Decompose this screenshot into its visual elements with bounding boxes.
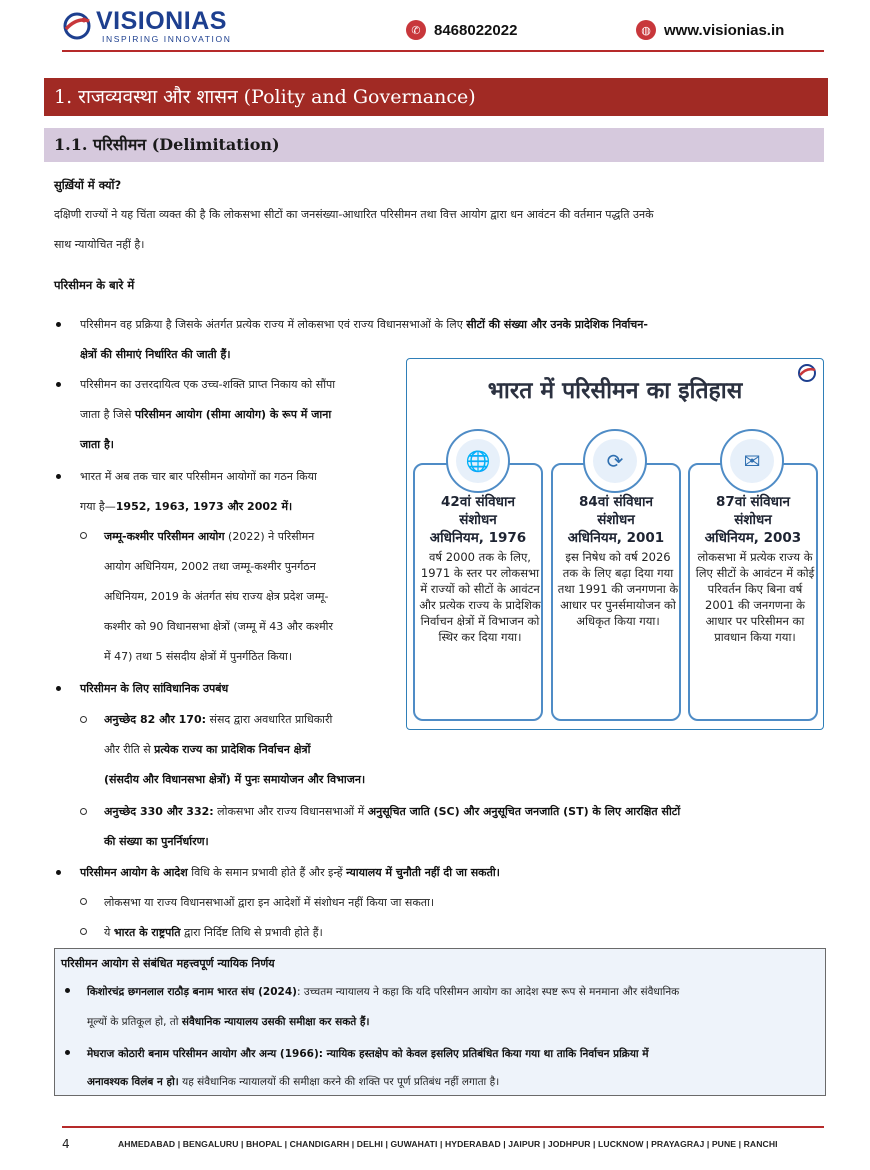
text-run-bold: किशोरचंद्र छगनलाल राठौड़ बनाम भारत संघ (2024)	[87, 986, 297, 998]
logo-ias: IAS	[183, 7, 227, 35]
text-run-bold: अनावश्यक विलंब न हो।	[87, 1076, 179, 1088]
card-body: लोकसभा में प्रत्येक राज्य के लिए सीटों के आवंटन में कोई परिवर्तन किए बिना वर्ष 2001 की जनगणना के आधार पर परिसीमन का प्रावधान किया गया।	[695, 550, 815, 644]
header-website[interactable]	[636, 20, 784, 40]
jk-delimitation-line-3: अधिनियम, 2019 के अंतर्गत संघ राज्य क्षेत्र प्रदेश जम्मू-	[104, 590, 329, 603]
article-82-line-2	[104, 735, 310, 765]
text-run: : उच्चतम न्यायालय ने कहा कि यदि परिसीमन आयोग का आदेश स्पष्ट रूप से मनमाना और संवैधानिक	[296, 986, 680, 998]
footer-cities: AHMEDABAD | BENGALURU | BHOPAL | CHANDIGARH | DELHI | GUWAHATI | HYDERABAD | JAIPUR | JODHPUR | LUCKNOW | PRAYAGRAJ | PUNE | RANCHI	[118, 1139, 778, 1149]
footer-divider	[62, 1126, 824, 1128]
article-330-line-1	[104, 797, 680, 827]
judgment-2-line-2	[87, 1067, 499, 1097]
logo-wordmark	[96, 8, 227, 34]
text-run: और रीति से	[104, 743, 155, 756]
bullet-dot	[56, 322, 61, 327]
about-bullet-2-line-2	[80, 400, 331, 430]
sub-bullet-circle	[80, 808, 87, 815]
text-run: लोकसभा और राज्य विधानसभाओं में	[213, 805, 368, 818]
page-header	[0, 0, 870, 52]
card-heading-line: अधिनियम, 1976	[429, 530, 527, 546]
text-run-bold: संवैधानिक न्यायालय उसकी समीक्षा कर सकते हैं।	[181, 1016, 370, 1028]
judgment-2-line-1: मेघराज कोठारी बनाम परिसीमन आयोग और अन्य (1966): न्यायिक हस्तक्षेप को केवल इसलिए प्रतिबंधित किया गया था ताकि निर्वाचन प्रक्रिया में	[87, 1048, 649, 1060]
logo-tagline: INSPIRING INNOVATION	[102, 34, 232, 44]
text-run-bold: अनुच्छेद 82 और 170:	[104, 713, 207, 726]
bullet-dot	[56, 474, 61, 479]
text-run-bold: न्यायालय में चुनौती नहीं दी जा सकती।	[346, 866, 500, 879]
sub-bullet-circle	[80, 716, 87, 723]
why-news-line-1: दक्षिणी राज्यों ने यह चिंता व्यक्त की है कि लोकसभा सीटों का जनसंख्या-आधारित परिसीमन तथा वित्त आयोग द्वारा धन आवंटन की वर्तमान पद्धति उनके	[54, 208, 654, 221]
text-run-bold: परिसीमन आयोग (सीमा आयोग) के रूप में जाना	[134, 408, 332, 421]
judgments-heading: परिसीमन आयोग से संबंधित महत्त्वपूर्ण न्यायिक निर्णय	[61, 957, 275, 970]
infographic-title: भारत में परिसीमन का इतिहास	[487, 378, 743, 404]
about-bullet-3-line-1: भारत में अब तक चार बार परिसीमन आयोगों का गठन किया	[80, 470, 317, 483]
text-run-bold: भारत के राष्ट्रपति	[113, 926, 181, 939]
about-heading: परिसीमन के बारे में	[54, 278, 135, 292]
text-run-bold: 1952, 1963, 1973 और 2002 में।	[115, 500, 293, 513]
subsection-title	[44, 128, 824, 162]
amendment-card-87	[688, 463, 818, 721]
globe-hand-icon: 🌐	[456, 439, 500, 483]
bullet-dot	[65, 988, 70, 993]
president-date-note	[104, 918, 323, 948]
judicial-decisions-box	[54, 948, 826, 1096]
why-news-heading: सुर्ख़ियों में क्यों?	[54, 178, 122, 192]
why-news-line-2: साथ न्यायोचित नहीं है।	[54, 238, 145, 251]
website-url: www.visionias.in	[664, 21, 785, 39]
text-run: गया है—	[80, 500, 116, 513]
commission-orders	[80, 858, 500, 888]
article-330-line-2: की संख्या का पुनर्निर्धारण।	[104, 835, 209, 848]
text-run: यह संवैधानिक न्यायालयों की समीक्षा करने की शक्ति पर पूर्ण प्रतिबंध नहीं लगाता है।	[178, 1076, 500, 1088]
header-phone[interactable]	[406, 20, 517, 40]
card-icon-circle	[720, 429, 784, 493]
jk-delimitation-line-1	[104, 522, 314, 552]
card-heading-line: अधिनियम, 2003	[704, 530, 802, 546]
card-icon-circle	[583, 429, 647, 493]
about-bullet-3-line-2	[80, 492, 292, 522]
bullet-dot	[56, 870, 61, 875]
card-body: वर्ष 2000 तक के लिए, 1971 के स्तर पर लोकसभा में राज्यों को सीटों के आवंटन और प्रत्येक राज्य के प्रादेशिक निर्वाचन क्षेत्रों में विभाजन को स्थिर कर दिया गया।	[419, 550, 541, 644]
constitutional-provisions: परिसीमन के लिए सांविधानिक उपबंध	[80, 682, 229, 695]
judgment-1-line-1	[87, 977, 679, 1007]
card-heading-line: अधिनियम, 2001	[567, 530, 665, 546]
person-refresh-icon: ⟳	[593, 439, 637, 483]
card-heading-line: संशोधन	[734, 512, 772, 528]
card-heading-line: संशोधन	[597, 512, 635, 528]
delimitation-history-infographic	[406, 358, 824, 730]
text-run: विधि के समान प्रभावी होते हैं और इन्हें	[187, 866, 347, 879]
no-amendment-note: लोकसभा या राज्य विधानसभाओं द्वारा इन आदेशों में संशोधन नहीं किया जा सकता।	[104, 896, 435, 909]
bullet-dot	[56, 382, 61, 387]
card-heading-line: 84वां संविधान	[579, 494, 653, 510]
text-run-bold: अनुसूचित जाति (SC) और अनुसूचित जनजाति (ST) के लिए आरक्षित सीटों	[367, 805, 681, 818]
card-heading-line: 87वां संविधान	[716, 494, 790, 510]
text-run: मूल्यों के प्रतिकूल हो, तो	[87, 1016, 182, 1028]
jk-delimitation-line-5: में 47) तथा 5 संसदीय क्षेत्रों में पुनर्गठित किया।	[104, 650, 293, 663]
sub-bullet-circle	[80, 532, 87, 539]
subsection-title-hindi: 1.1. परिसीमन	[54, 135, 152, 154]
about-bullet-1-line-1	[80, 310, 648, 340]
card-heading	[415, 493, 541, 547]
text-run: ये	[104, 926, 114, 939]
text-run: परिसीमन वह प्रक्रिया है जिसके अंतर्गत प्रत्येक राज्य में लोकसभा एवं राज्य विधानसभाओं के लिए	[80, 318, 467, 331]
card-heading-line: 42वां संविधान	[441, 494, 515, 510]
phone-number: 8468022022	[434, 21, 518, 39]
sub-bullet-circle	[80, 928, 87, 935]
card-heading	[553, 493, 679, 547]
about-bullet-2-line-3: जाता है।	[80, 438, 114, 451]
text-run-bold: अनुच्छेद 330 और 332:	[104, 805, 214, 818]
amendment-card-84	[551, 463, 681, 721]
text-run: (2022) ने परिसीमन	[224, 530, 315, 543]
article-82-line-1	[104, 705, 332, 735]
card-heading-line: संशोधन	[459, 512, 497, 528]
globe-icon: ◍	[636, 20, 656, 40]
visionias-logo[interactable]	[62, 8, 252, 44]
ballot-envelope-icon: ✉	[730, 439, 774, 483]
card-heading	[690, 493, 816, 547]
about-bullet-1-line-2: क्षेत्रों की सीमाएं निर्धारित की जाती हैं।	[80, 348, 231, 361]
section-title: 1. राजव्यवस्था और शासन (Polity and Governance)	[44, 78, 828, 116]
card-icon-circle	[446, 429, 510, 493]
judgment-1-line-2	[87, 1007, 369, 1037]
header-divider	[62, 50, 824, 52]
text-run-bold: प्रत्येक राज्य का प्रादेशिक निर्वाचन क्षेत्रों	[154, 743, 311, 756]
amendment-card-42	[413, 463, 543, 721]
bullet-dot	[65, 1050, 70, 1055]
article-82-line-3: (संसदीय और विधानसभा क्षेत्रों) में पुनः समायोजन और विभाजन।	[104, 773, 366, 786]
card-body: इस निषेध को वर्ष 2026 तक के लिए बढ़ा दिया गया तथा 1991 की जनगणना के आधार पर पुनर्समायोजन को अधिकृत किया गया।	[557, 550, 679, 628]
phone-icon: ✆	[406, 20, 426, 40]
text-run-bold: सीटों की संख्या और उनके प्रादेशिक निर्वाचन-	[466, 318, 648, 331]
jk-delimitation-line-4: कश्मीर को 90 विधानसभा क्षेत्रों (जम्मू में 43 और कश्मीर	[104, 620, 334, 633]
sub-bullet-circle	[80, 898, 87, 905]
text-run: जाता है जिसे	[80, 408, 135, 421]
text-run: द्वारा निर्दिष्ट तिथि से प्रभावी होते हैं।	[180, 926, 323, 939]
text-run-bold: जम्मू-कश्मीर परिसीमन आयोग	[104, 530, 225, 543]
text-run: संसद द्वारा अवधारित प्राधिकारी	[206, 713, 333, 726]
logo-swoosh-icon	[62, 11, 92, 41]
text-run-bold: परिसीमन आयोग के आदेश	[80, 866, 188, 879]
logo-vision: VISION	[96, 7, 184, 35]
jk-delimitation-line-2: आयोग अधिनियम, 2002 तथा जम्मू-कश्मीर पुनर्गठन	[104, 560, 316, 573]
subsection-title-english: (Delimitation)	[151, 135, 280, 154]
bullet-dot	[56, 686, 61, 691]
page-number: 4	[62, 1137, 70, 1151]
about-bullet-2-line-1: परिसीमन का उत्तरदायित्व एक उच्च-शक्ति प्राप्त निकाय को सौंपा	[80, 378, 336, 391]
